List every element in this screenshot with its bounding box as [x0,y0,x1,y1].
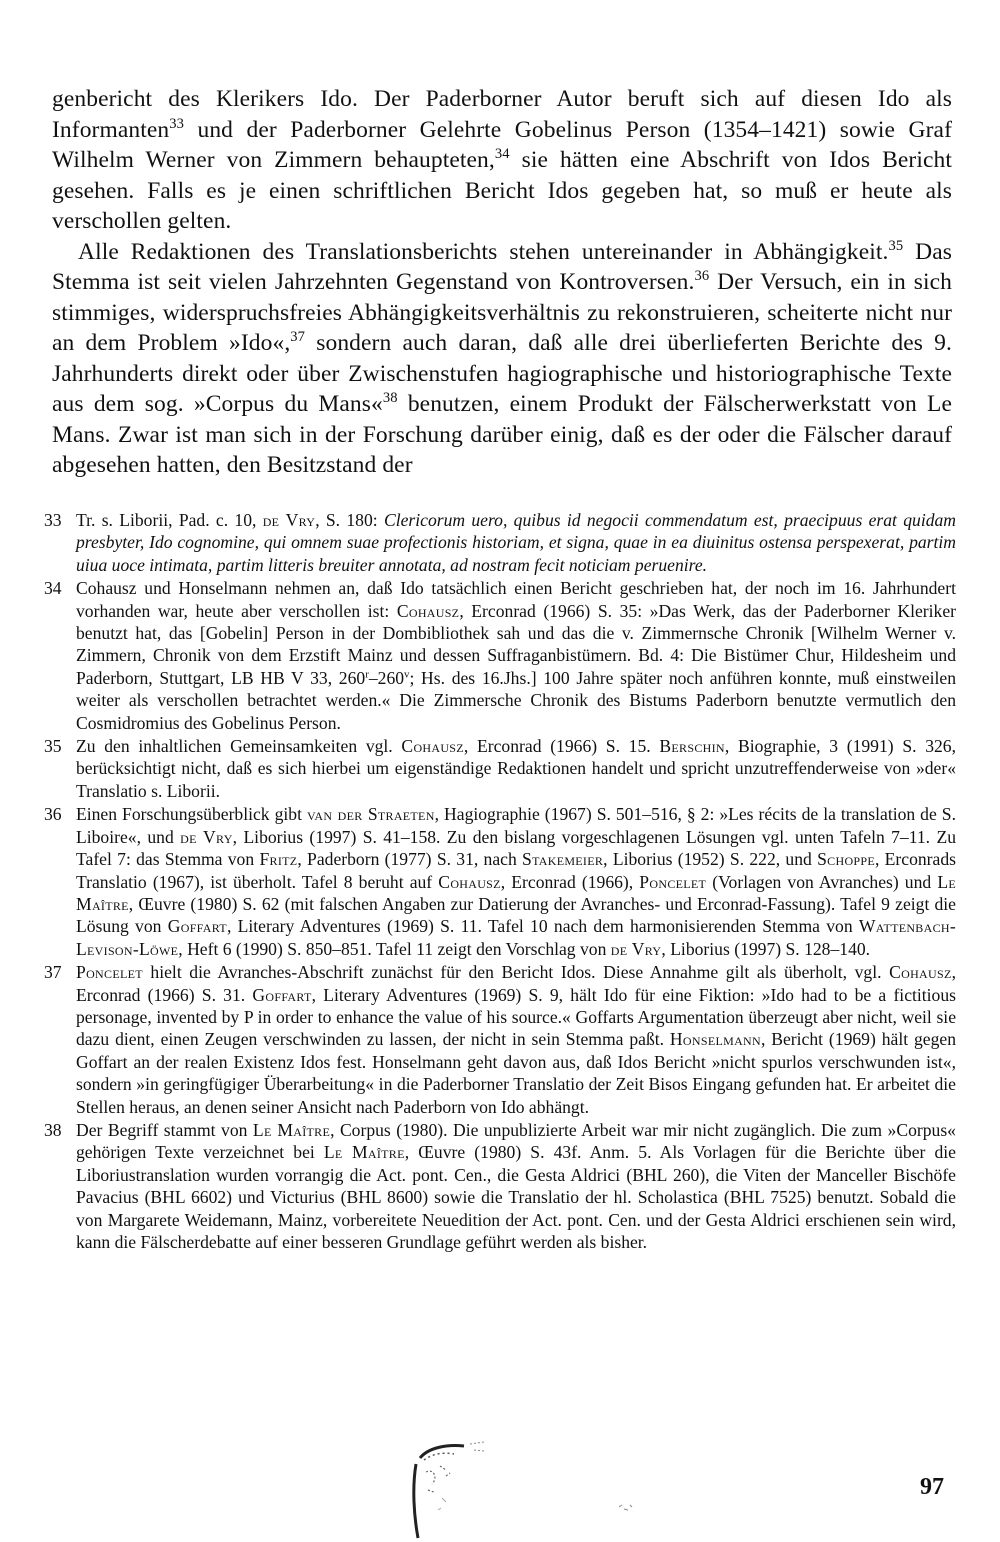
text-run: , Hagiographie (1967) S. 501–516, § 2: »Les récits de la translation de S. Liboire«, und [76,804,956,847]
author-name: Poncelet [639,871,707,892]
text-run: , Heft 6 (1990) S. 850–851. Tafel 11 zeigt den Vorschlag von [178,938,611,959]
paragraph-2 [52,237,952,481]
library-stamp-mark [398,1438,498,1542]
text-run: , Biographie, 3 (1991) S. 326, berücksichtigt nicht, daß es sich hierbei um eigenständige Redaktionen handelt und spricht unzutreffenderweise von »der« Translatio s. Liborii. [76,736,956,801]
author-name: de Vry [180,826,233,847]
footnote-number: 36 [44,804,62,825]
text-run: –260 [368,667,405,688]
author-name: Le Maître [252,1119,331,1140]
footnote-37 [44,961,956,1118]
text-run: , Œuvre (1980) S. 43f. Anm. 5. Als Vorlagen für die Berichte über die Liboriustranslation wurden vorrangig die Act. pont. Cen., die Gesta Aldrici (BHL 260), die Viten der Manceller Bischöfe Pavacius (BHL 6602) und Victurius (BHL 8600) sowie die Translatio der hl. Scholastica (BHL 7525) benutzt. Sobald die von Margarete Weidemann, Mainz, vorbereitete Neuedition der Act. pont. Cen. und der Gesta Aldrici erschienen sein wird, kann die Fälscherdebatte auf einer besseren Grundlage geführt werden als bisher. [76,1142,956,1252]
author-name: Schoppe [817,849,875,870]
author-name: Cohausz [438,871,501,892]
folio-verso: v [404,668,410,681]
author-name: Stakemeier [522,849,604,870]
text-run: , Erconrad (1966) S. 31. [76,962,956,1005]
main-text [52,84,952,481]
text-run: , Bericht (1969) hält gegen Goffart an der realen Existenz Idos fest. Honselmann geht davon aus, daß Idos Bericht »nicht spurlos verschwunden ist«, sondern »in geringfügiger Überarbeitung« in die Paderborner Translatio der Zeit Bisos Eingang gefunden hat. Er arbeitet die Stellen heraus, an denen seiner Ansicht nach Paderborn von Ido abhängt. [76,1029,956,1117]
author-name: Goffart [252,984,312,1005]
text-run: und der Paderborner Gelehrte Gobelinus Person (1354–1421) sowie Graf Wilhelm Werner von Zimmern behaupteten, [52,116,952,173]
author-name: de Vry [262,510,316,530]
author-name: Cohausz [401,736,464,757]
text-run: Der Versuch, ein in sich stimmiges, widerspruchsfreies Abhängigkeitsverhältnis zu rekonstruieren, scheiterte nicht nur an dem Problem »Ido«, [52,269,952,356]
text-run: , Erconrads Translatio (1967), ist überholt. Tafel 8 beruht auf [76,849,956,892]
footnote-35 [44,735,956,802]
footnote-number: 33 [44,510,62,530]
author-name: Fritz [259,849,298,870]
footnote-text [76,577,956,734]
footnote-number: 35 [44,736,62,757]
text-run: , Liborius (1997) S. 128–140. [661,938,871,959]
author-name: Wattenbach-Levison-Löwe [76,916,957,959]
text-run: sondern auch daran, daß alle drei überlieferten Berichte des 9. Jahrhunderts direkt oder über Zwischenstufen hagiographische und historiographische Texte aus dem sog. »Corpus du Mans« [52,330,952,417]
footnote-number: 38 [44,1119,62,1140]
footnote-ref-38[interactable]: 38 [382,389,398,406]
footnote-text [76,1119,956,1253]
footnote-number: 34 [44,578,62,599]
text-run: Das Stemma ist seit vielen Jahrzehnten Gegenstand von Kontroversen. [52,238,952,295]
text-run: , Erconrad (1966), [500,871,640,892]
text-run: , Liborius (1952) S. 222, und [603,849,818,870]
footnote-number: 37 [44,962,62,983]
folio-recto: r [365,668,369,681]
footnote-ref-35[interactable]: 35 [888,237,904,254]
text-run: , Literary Adventures (1969) S. 11. Tafel 10 nach dem harmonisierenden Stemma von [226,916,859,937]
author-name: Goffart [167,916,227,937]
text-run: hielt die Avranches-Abschrift zunächst für den Bericht Idos. Diese Annahme gilt als überholt, vgl. [142,962,890,983]
text-run: , Liborius (1997) S. 41–158. Zu den bislang vorgeschlagenen Lösungen vgl. unten Tafeln 7–11. Zu Tafel 7: das Stemma von [76,826,956,870]
footnote-text [76,803,956,960]
author-name: Le Maître [323,1142,405,1163]
author-name: Le Maître [76,871,956,914]
text-run: , Corpus (1980). Die unpublizierte Arbeit war mir nicht zugänglich. Die zum »Corpus« gehörigen Texte verzeichnet bei [76,1119,956,1163]
text-run: ; Hs. des 16.Jhs.] 100 Jahre später noch anführen konnte, muß einstweilen weiter als verschollen betrachtet werden.« Die Zimmersche Chronik des Bistums Paderborn benutzte vermutlich den Cosmidromius des Gobelinus Person. [76,667,956,733]
author-name: Berschin [659,736,725,757]
text-run: , Erconrad (1966) S. 35: »Das Werk, das der Paderborner Kleriker benutzt hat, das [Gobelin] Person in der Dombibliothek sah und das die v. Zimmernsche Chronik [Wilhelm Werner v. Zimmern, Chronik von dem Erzstift Mainz und dessen Suffraganbistümern. Bd. 4: Die Bistümer Chur, Hildesheim und Paderborn, Stuttgart, LB HB V 33, 260 [76,600,956,688]
footnote-ref-34[interactable]: 34 [494,145,510,162]
page-number: 97 [920,1474,944,1500]
text-run: Einen Forschungsüberblick gibt [76,804,307,825]
text-run: Der Begriff stammt von [76,1119,253,1140]
text-run: , Paderborn (1977) S. 31, nach [297,849,523,870]
footnote-34 [44,577,956,734]
text-run: Alle Redaktionen des Translationsberichts stehen untereinander in Abhängigkeit. [78,238,889,265]
text-run: benutzen, einem Produkt der Fälscherwerkstatt von Le Mans. Zwar ist man sich in der Forschung darüber einig, daß es der oder die Fälscher darauf abgesehen hatten, den Besitzstand der [52,391,952,478]
text-run: , Erconrad (1966) S. 15. [463,736,660,757]
footnote-33 [44,509,956,576]
scan-speck [616,1500,636,1514]
text-run: genbericht des Klerikers Ido. Der Paderborner Autor beruft sich auf diesen Ido als Informanten [52,86,952,143]
footnote-ref-36[interactable]: 36 [694,267,710,284]
footnote-text [76,509,956,576]
text-run: (Vorlagen von Avranches) und [706,871,938,892]
author-name: de Vry [610,938,662,959]
footnote-ref-33[interactable]: 33 [169,115,185,132]
text-run: Tr. s. Liborii, Pad. c. 10, [76,510,263,530]
text-run: Cohausz und Honselmann nehmen an, daß Ido tatsächlich einen Bericht geschrieben hat, der noch im 16. Jahrhundert vorhanden war, heute aber verschollen ist: [76,578,956,621]
text-run: sie hätten eine Abschrift von Idos Bericht gesehen. Falls es je einen schriftlichen Bericht Idos gegeben hat, so muß er heute als verschollen gelten. [52,147,952,234]
author-name: Honselmann [669,1029,761,1050]
footnotes [44,509,956,1254]
footnote-38 [44,1119,956,1253]
paragraph-1 [52,84,952,237]
text-run: , Œuvre (1980) S. 62 (mit falschen Angaben zur Datierung der Avranches- und Erconrad-Fassung). Tafel 9 zeigt die Lösung von [76,893,956,937]
footnote-text [76,735,956,802]
author-name: Cohausz [889,962,952,983]
footnote-ref-37[interactable]: 37 [290,328,306,345]
text-run: , S. 180: [315,510,384,530]
author-name: Poncelet [76,962,143,983]
footnote-36 [44,803,956,960]
text-run: Zu den inhaltlichen Gemeinsamkeiten vgl. [76,736,402,757]
author-name: Cohausz [396,600,460,621]
text-run: , Literary Adventures (1969) S. 9, hält Ido für eine Fiktion: »Ido had to be a fictitious personage, invented by P in order to enhance the value of his source.« Goffarts Argumentation überzeugt aber nicht, weil sie dazu dient, einen Zeugen verschwinden zu lassen, der nicht in sein Stemma paßt. [76,984,956,1050]
latin-quotation: Clericorum uero, quibus id negocii commendatum est, praecipuus erat quidam presbyter, Ido cognomine, qui omnem suae profectionis historiam, et signa, quae in ea diuinitus ostensa perspexerat, partim uiua uoce intimata, partim litteris breuiter annotata, ad nostram fecit noticiam peruenire. [76,510,957,575]
footnote-text [76,961,956,1118]
author-name: van der Straeten [306,804,435,825]
